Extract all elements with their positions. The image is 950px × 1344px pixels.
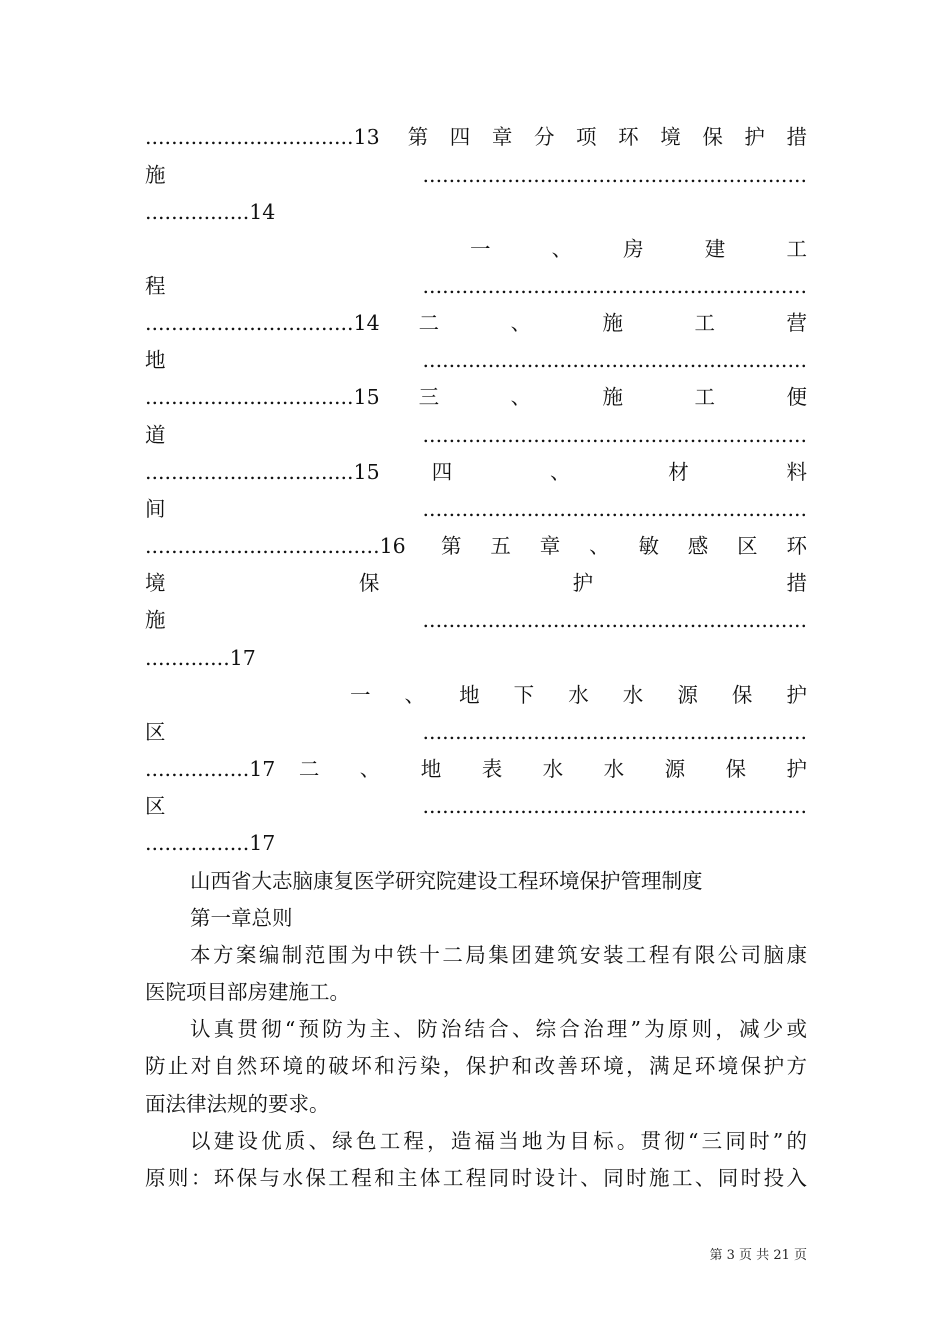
toc-line: 施........................................................... — [145, 163, 807, 187]
toc-line: ................17 二 、 地 表 水 水 源 保 护 — [145, 757, 807, 781]
toc-line: 一 、 地 下 水 水 源 保 护 — [350, 683, 807, 707]
paragraph-line: 以建设优质、绿色工程，造福当地为目标。贯彻“三同时”的 — [190, 1129, 807, 1153]
document-title: 山西省大志脑康复医学研究院建设工程环境保护管理制度 — [190, 869, 703, 893]
paragraph-line: 医院项目部房建施工。 — [145, 980, 350, 1004]
toc-line: 境 保 护 措 — [145, 571, 807, 595]
paragraph-line: 防止对自然环境的破坏和污染，保护和改善环境，满足环境保护方 — [145, 1054, 807, 1078]
chapter-heading: 第一章总则 — [190, 906, 293, 930]
toc-line: 程........................................................... — [145, 274, 807, 298]
toc-line: ................................15 四 、 材 料 — [145, 460, 807, 484]
toc-line: 一 、 房 建 工 — [470, 237, 807, 261]
toc-line: 地........................................................... — [145, 348, 807, 372]
toc-line: 区........................................................... — [145, 720, 807, 744]
toc-line: .............17 — [145, 646, 256, 670]
toc-line: ................................13 第四章分项环境保护措 — [145, 125, 807, 149]
toc-line: 间........................................................... — [145, 497, 807, 521]
toc-line: ................14 — [145, 200, 276, 224]
paragraph-line: 本方案编制范围为中铁十二局集团建筑安装工程有限公司脑康 — [190, 943, 807, 967]
toc-line: ................................14 二 、 施 工 营 — [145, 311, 807, 335]
paragraph-line: 面法律法规的要求。 — [145, 1092, 330, 1116]
toc-line: ....................................16 第五章、敏感区环 — [145, 534, 807, 558]
toc-line: 施........................................................... — [145, 608, 807, 632]
paragraph-line: 原则：环保与水保工程和主体工程同时设计、同时施工、同时投入 — [145, 1166, 807, 1190]
toc-line: ................................15 三 、 施 工 便 — [145, 385, 807, 409]
page-number: 第 3 页 共 21 页 — [709, 1248, 807, 1263]
toc-line: 道........................................................... — [145, 423, 807, 447]
paragraph-line: 认真贯彻“预防为主、防治结合、综合治理”为原则，减少或 — [190, 1017, 807, 1041]
toc-line: ................17 — [145, 831, 276, 855]
toc-line: 区........................................................... — [145, 794, 807, 818]
